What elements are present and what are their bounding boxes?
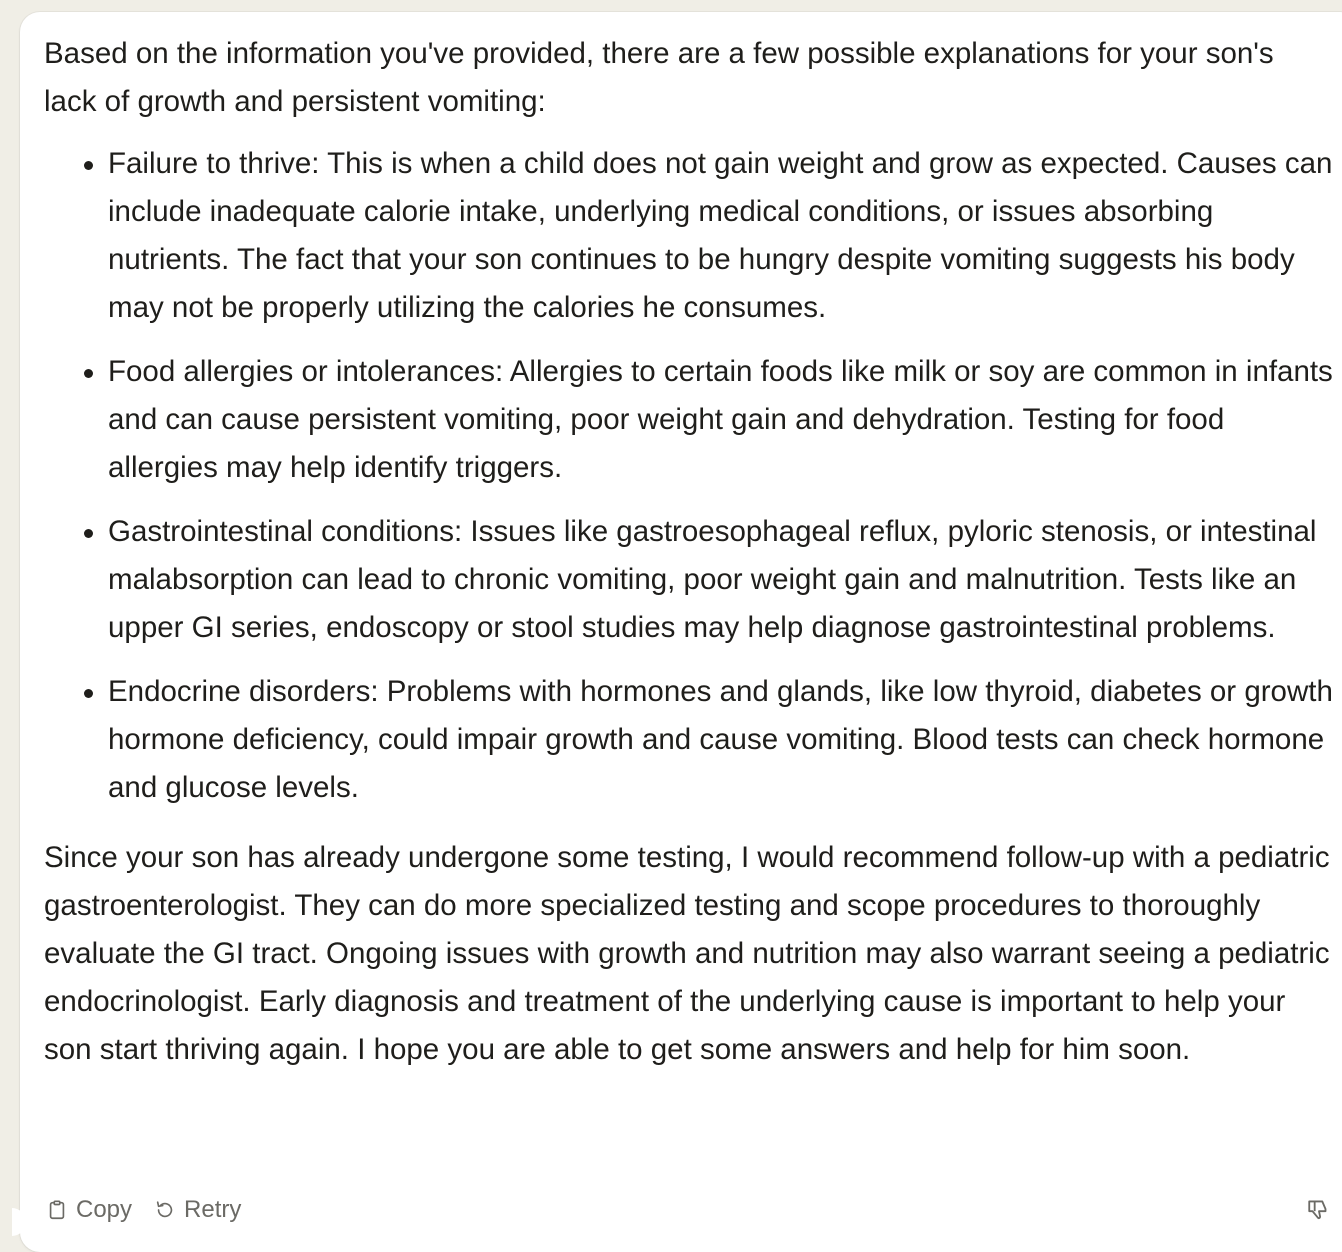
list-item-text: Food allergies or intolerances: Allergies to certain foods like milk or soy are common in infants and can cause persistent vomiting, poor weight gain and dehydration. Testing for food allergies may help identify triggers. [108,355,1333,484]
bullet-list [44,140,1334,812]
message-content [44,30,1334,1074]
retry-button[interactable] [154,1196,241,1224]
retry-label: Retry [184,1196,242,1223]
clipboard-icon [46,1199,68,1221]
bullet-dot [84,529,93,538]
bullet-dot [84,369,93,378]
list-item-text: Endocrine disorders: Problems with hormones and glands, like low thyroid, diabetes or growth hormone deficiency, could impair growth and cause vomiting. Blood tests can check hormone and glucose levels. [108,675,1333,804]
copy-button[interactable] [46,1196,132,1224]
edge-indicator [12,1208,26,1236]
list-item [44,668,1334,812]
list-item [44,140,1334,332]
assistant-message-card [20,12,1342,1252]
bullet-dot [84,689,93,698]
list-item-text: Failure to thrive: This is when a child does not gain weight and grow as expected. Causes can include inadequate calorie intake, underlying medical conditions, or issues absorbing nutrients. The fact that your son continues to be hungry despite vomiting suggests his body may not be properly utilizing the calories he consumes. [108,147,1333,324]
message-actions [46,1192,241,1228]
thumbs-down-icon[interactable] [1306,1196,1332,1222]
message-intro: Based on the information you've provided, there are a few possible explanations for your son's lack of growth and persistent vomiting: [44,37,1274,118]
list-item-text: Gastrointestinal conditions: Issues like gastroesophageal reflux, pyloric stenosis, or intestinal malabsorption can lead to chronic vomiting, poor weight gain and malnutrition. Tests like an upper GI series, endoscopy or stool studies may help diagnose gastrointestinal problems. [108,515,1317,644]
list-item [44,348,1334,492]
copy-label: Copy [76,1196,133,1223]
message-outro: Since your son has already undergone some testing, I would recommend follow-up with a pediatric gastroenterologist. They can do more specialized testing and scope procedures to thoroughly evaluate the GI tract. Ongoing issues with growth and nutrition may also warrant seeing a pediatric endocrinologist. Early diagnosis and treatment of the underlying cause is important to help your son start thriving again. I hope you are able to get some answers and help for him soon. [44,841,1330,1066]
bullet-dot [84,161,93,170]
list-item [44,508,1334,652]
retry-icon [154,1199,176,1221]
